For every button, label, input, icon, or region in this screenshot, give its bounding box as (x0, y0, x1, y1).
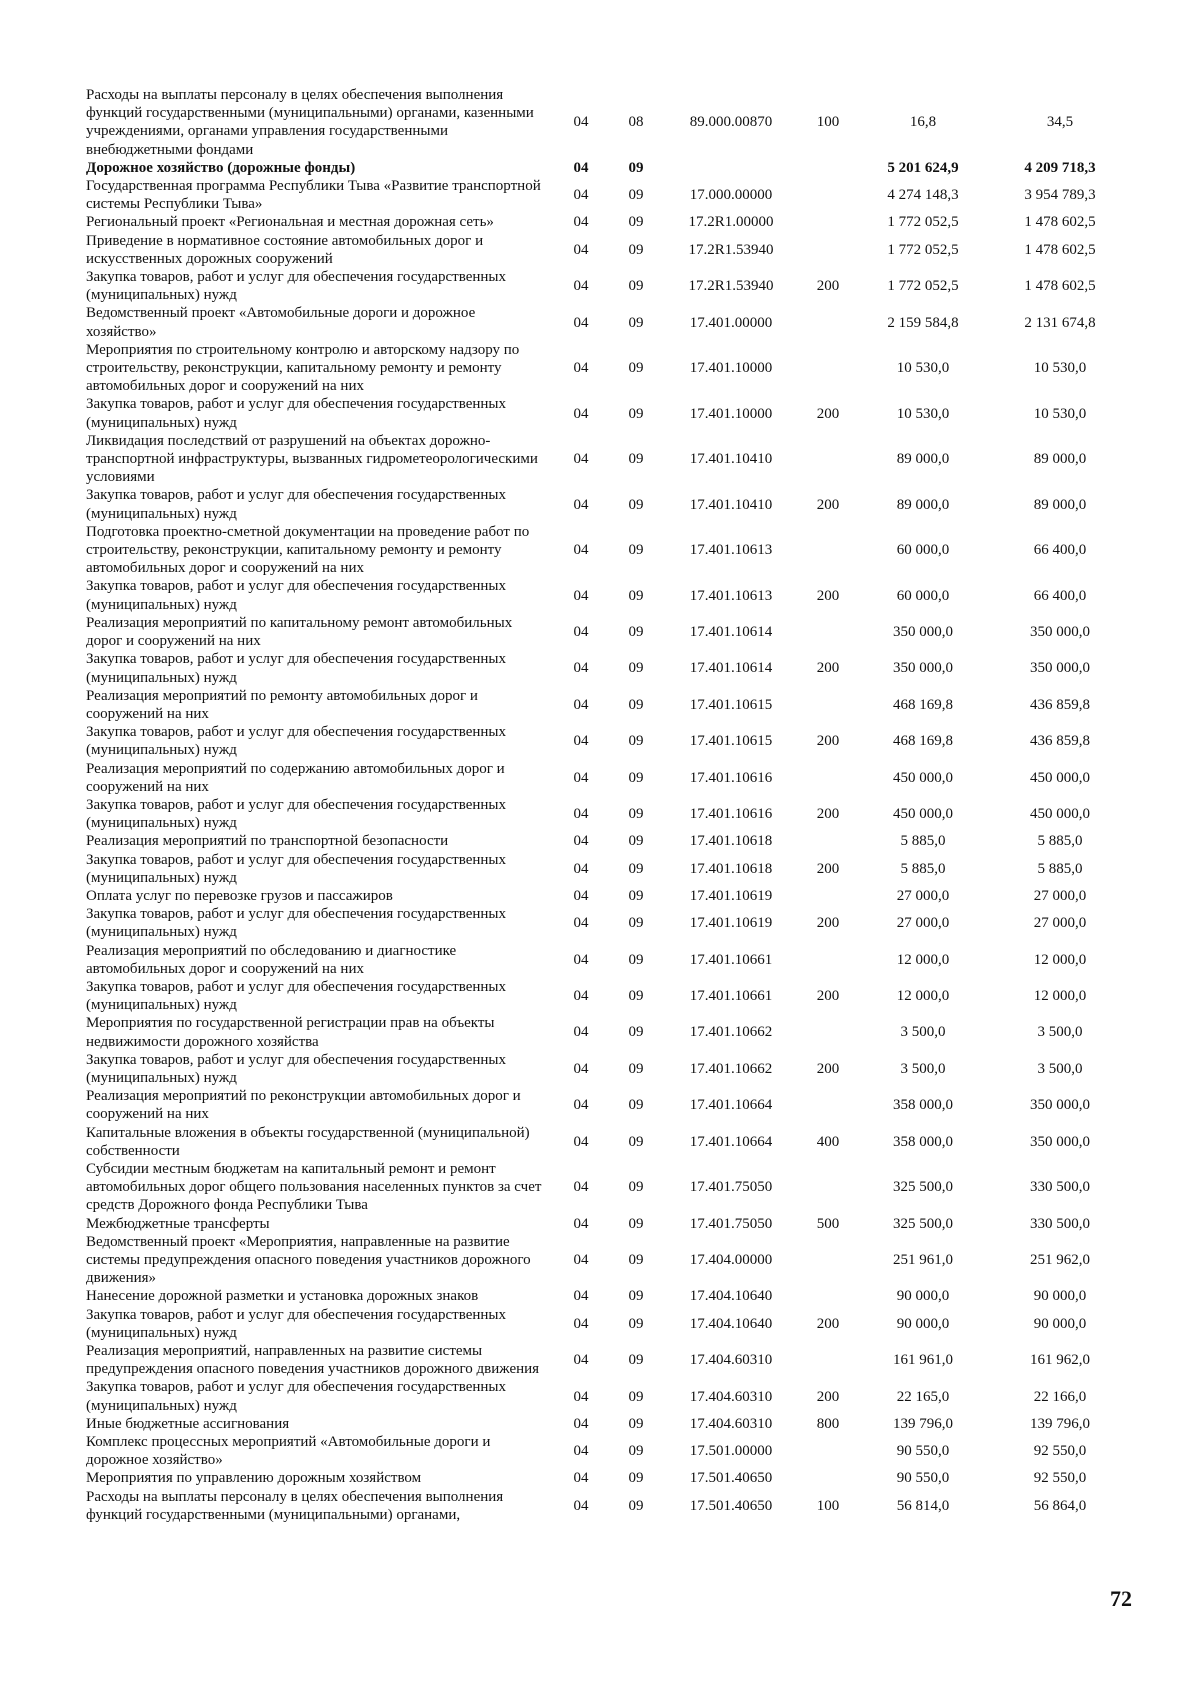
row-section-code: 04 (573, 114, 589, 131)
row-amount-year-2: 350 000,0 (1030, 1097, 1090, 1114)
row-amount-year-1: 27 000,0 (896, 915, 950, 932)
row-expense-type: 200 (816, 278, 840, 295)
row-subsection-code: 09 (628, 951, 644, 968)
row-amount-year-2: 66 400,0 (1033, 542, 1087, 559)
row-subsection-code: 09 (628, 187, 644, 204)
row-name: Закупка товаров, работ и услуг для обеспечения государственных (муниципальных) нужд (86, 651, 507, 686)
row-section-code: 04 (573, 278, 589, 295)
row-amount-year-1: 90 000,0 (896, 1288, 950, 1305)
row-amount-year-2: 10 530,0 (1033, 360, 1087, 377)
row-name: Закупка товаров, работ и услуг для обеспечения государственных (муниципальных) нужд (86, 1379, 507, 1414)
row-section-code: 04 (573, 1388, 589, 1405)
row-target-article: 17.401.10661 (689, 988, 773, 1005)
row-name: Закупка товаров, работ и услуг для обеспечения государственных (муниципальных) нужд (86, 578, 507, 613)
row-subsection-code: 09 (628, 278, 644, 295)
row-amount-year-2: 4 209 718,3 (1024, 159, 1096, 176)
row-section-code: 04 (573, 1497, 589, 1514)
row-name: Реализация мероприятий по содержанию автомобильных дорог и сооружений на них (86, 760, 505, 795)
table-row (86, 942, 1126, 978)
row-subsection-code: 09 (628, 214, 644, 231)
row-amount-year-1: 90 000,0 (896, 1315, 950, 1332)
row-section-code: 04 (573, 542, 589, 559)
row-expense-type: 200 (816, 915, 840, 932)
row-name: Ведомственный проект «Мероприятия, направленные на развитие системы предупреждения опасного поведения участников дорожного движения» (86, 1233, 531, 1287)
table-row (86, 760, 1126, 796)
row-section-code: 04 (573, 159, 589, 176)
row-amount-year-1: 325 500,0 (893, 1215, 953, 1232)
row-target-article: 17.401.00000 (689, 314, 773, 331)
row-amount-year-2: 10 530,0 (1033, 405, 1087, 422)
row-name: Расходы на выплаты персоналу в целях обеспечения выполнения функций государственными (муниципальными) органами, казенными учреждениями, органами управления государственными внебюджетными фондами (86, 87, 534, 158)
row-amount-year-2: 436 859,8 (1030, 696, 1090, 713)
row-amount-year-1: 3 500,0 (900, 1024, 946, 1041)
row-subsection-code: 09 (628, 159, 644, 176)
row-subsection-code: 09 (628, 1060, 644, 1077)
row-name: Межбюджетные трансферты (86, 1215, 270, 1232)
row-subsection-code: 09 (628, 1133, 644, 1150)
table-row (86, 1051, 1126, 1087)
row-target-article: 17.401.10615 (689, 733, 773, 750)
row-name: Закупка товаров, работ и услуг для обеспечения государственных (муниципальных) нужд (86, 978, 507, 1014)
row-name: Закупка товаров, работ и услуг для обеспечения государственных (муниципальных) нужд (86, 269, 507, 304)
row-amount-year-2: 89 000,0 (1033, 496, 1087, 513)
row-subsection-code: 09 (628, 769, 644, 786)
row-expense-type: 200 (816, 587, 840, 604)
row-amount-year-2: 350 000,0 (1030, 660, 1090, 677)
row-section-code: 04 (573, 587, 589, 604)
row-amount-year-1: 2 159 584,8 (887, 314, 959, 331)
row-amount-year-1: 468 169,8 (893, 733, 953, 750)
table-row (86, 1306, 1126, 1342)
row-amount-year-2: 330 500,0 (1030, 1215, 1090, 1232)
row-name: Ведомственный проект «Автомобильные дороги и дорожное хозяйство» (86, 305, 476, 340)
row-amount-year-2: 3 500,0 (1037, 1060, 1083, 1077)
row-section-code: 04 (573, 214, 589, 231)
row-subsection-code: 09 (628, 405, 644, 422)
row-section-code: 04 (573, 988, 589, 1005)
row-section-code: 04 (573, 1060, 589, 1077)
table-row (86, 832, 1126, 850)
row-target-article: 17.401.10616 (689, 769, 773, 786)
row-subsection-code: 08 (628, 114, 644, 131)
row-amount-year-2: 92 550,0 (1033, 1443, 1087, 1460)
row-name: Иные бюджетные ассигнования (86, 1415, 290, 1432)
page-number: 72 (1110, 1586, 1132, 1611)
row-section-code: 04 (573, 833, 589, 850)
table-row (86, 650, 1126, 686)
row-amount-year-2: 350 000,0 (1030, 623, 1090, 640)
row-target-article: 17.401.10000 (689, 360, 773, 377)
row-name: Дорожное хозяйство (дорожные фонды) (86, 159, 356, 176)
row-amount-year-1: 12 000,0 (896, 951, 950, 968)
row-amount-year-2: 450 000,0 (1030, 769, 1090, 786)
table-row (86, 1160, 1126, 1215)
table-row (86, 268, 1126, 304)
row-amount-year-1: 10 530,0 (896, 360, 950, 377)
row-amount-year-2: 436 859,8 (1030, 733, 1090, 750)
table-row (86, 1433, 1126, 1469)
row-target-article: 17.401.10613 (689, 587, 773, 604)
row-section-code: 04 (573, 887, 589, 904)
row-name: Мероприятия по государственной регистрации прав на объекты недвижимости дорожного хозяйства (86, 1015, 495, 1050)
row-expense-type: 200 (816, 405, 840, 422)
row-target-article: 17.401.10664 (689, 1133, 773, 1150)
row-subsection-code: 09 (628, 1215, 644, 1232)
row-amount-year-2: 139 796,0 (1030, 1415, 1090, 1432)
table-row (86, 1287, 1126, 1305)
row-amount-year-2: 92 550,0 (1033, 1470, 1087, 1487)
row-amount-year-1: 3 500,0 (900, 1060, 946, 1077)
row-subsection-code: 09 (628, 915, 644, 932)
row-section-code: 04 (573, 241, 589, 258)
row-amount-year-2: 34,5 (1046, 114, 1074, 131)
table-row (86, 341, 1126, 396)
row-section-code: 04 (573, 733, 589, 750)
row-target-article: 17.401.75050 (689, 1215, 773, 1232)
row-subsection-code: 09 (628, 542, 644, 559)
row-amount-year-1: 5 885,0 (900, 860, 946, 877)
row-amount-year-1: 89 000,0 (896, 496, 950, 513)
row-target-article: 17.401.75050 (689, 1179, 773, 1196)
row-subsection-code: 09 (628, 733, 644, 750)
table-row (86, 796, 1126, 832)
table-row (86, 851, 1126, 887)
row-target-article: 17.401.10410 (689, 451, 773, 468)
row-section-code: 04 (573, 1415, 589, 1432)
table-row (86, 1342, 1126, 1378)
row-amount-year-2: 3 500,0 (1037, 1024, 1083, 1041)
row-subsection-code: 09 (628, 1443, 644, 1460)
row-section-code: 04 (573, 1097, 589, 1114)
row-target-article: 17.401.10615 (689, 696, 773, 713)
row-subsection-code: 09 (628, 1415, 644, 1432)
table-row (86, 687, 1126, 723)
row-amount-year-1: 251 961,0 (893, 1252, 953, 1268)
row-amount-year-1: 4 274 148,3 (887, 187, 959, 204)
row-expense-type: 800 (816, 1415, 840, 1432)
row-expense-type: 500 (816, 1215, 840, 1232)
row-name: Оплата услуг по перевозке грузов и пассажиров (86, 887, 393, 904)
row-target-article: 17.404.10640 (689, 1288, 773, 1305)
row-amount-year-2: 22 166,0 (1033, 1388, 1087, 1405)
row-target-article: 17.404.00000 (689, 1252, 773, 1268)
row-subsection-code: 09 (628, 833, 644, 850)
row-expense-type: 100 (816, 1497, 840, 1514)
table-row (86, 86, 1126, 159)
row-amount-year-1: 5 885,0 (900, 833, 946, 850)
row-target-article: 17.2R1.53940 (688, 241, 774, 258)
row-target-article: 17.401.10664 (689, 1097, 773, 1114)
row-amount-year-2: 450 000,0 (1030, 806, 1090, 823)
row-section-code: 04 (573, 187, 589, 204)
row-target-article: 17.501.00000 (689, 1443, 773, 1460)
row-subsection-code: 09 (628, 451, 644, 468)
row-amount-year-1: 450 000,0 (893, 769, 953, 786)
row-subsection-code: 09 (628, 988, 644, 1005)
row-amount-year-1: 1 772 052,5 (887, 241, 959, 258)
row-expense-type: 200 (816, 1315, 840, 1332)
row-subsection-code: 09 (628, 860, 644, 877)
row-expense-type: 200 (816, 1060, 840, 1077)
row-section-code: 04 (573, 1470, 589, 1487)
row-section-code: 04 (573, 1252, 589, 1268)
row-subsection-code: 09 (628, 1097, 644, 1114)
row-target-article: 17.501.40650 (689, 1470, 773, 1487)
table-row (86, 232, 1126, 268)
row-section-code: 04 (573, 1133, 589, 1150)
row-subsection-code: 09 (628, 623, 644, 640)
row-name: Приведение в нормативное состояние автомобильных дорог и искусственных дорожных сооружений (86, 232, 484, 267)
row-name: Региональный проект «Региональная и местная дорожная сеть» (86, 214, 494, 231)
row-target-article: 89.000.00870 (689, 114, 773, 131)
row-amount-year-2: 12 000,0 (1033, 951, 1087, 968)
row-name: Реализация мероприятий по обследованию и диагностике автомобильных дорог и сооружений на них (86, 942, 457, 977)
row-name: Реализация мероприятий, направленных на развитие системы предупреждения опасного поведения участников дорожного движения (86, 1343, 540, 1378)
row-section-code: 04 (573, 806, 589, 823)
table-row (86, 1415, 1126, 1433)
row-subsection-code: 09 (628, 1497, 644, 1514)
row-amount-year-1: 139 796,0 (893, 1415, 953, 1432)
row-amount-year-1: 468 169,8 (893, 696, 953, 713)
row-name: Капитальные вложения в объекты государственной (муниципальной) собственности (86, 1124, 530, 1159)
row-amount-year-1: 27 000,0 (896, 887, 950, 904)
row-amount-year-2: 3 954 789,3 (1024, 187, 1096, 204)
row-section-code: 04 (573, 1352, 589, 1369)
row-expense-type: 200 (816, 806, 840, 823)
row-amount-year-1: 1 772 052,5 (887, 278, 959, 295)
row-section-code: 04 (573, 360, 589, 377)
row-subsection-code: 09 (628, 314, 644, 331)
row-amount-year-2: 5 885,0 (1037, 833, 1083, 850)
row-amount-year-1: 350 000,0 (893, 660, 953, 677)
row-name: Мероприятия по строительному контролю и авторскому надзору по строительству, реконструкции, капитальному ремонту и ремонту автомобильных дорог и сооружений на них (86, 341, 520, 395)
row-name: Закупка товаров, работ и услуг для обеспечения государственных (муниципальных) нужд (86, 1306, 507, 1341)
table-row (86, 523, 1126, 578)
table-row (86, 177, 1126, 213)
row-amount-year-1: 90 550,0 (896, 1470, 950, 1487)
row-target-article: 17.401.10613 (689, 542, 773, 559)
row-amount-year-2: 1 478 602,5 (1024, 278, 1096, 295)
row-section-code: 04 (573, 660, 589, 677)
row-target-article: 17.404.60310 (689, 1388, 773, 1405)
table-row (86, 1378, 1126, 1414)
row-subsection-code: 09 (628, 1470, 644, 1487)
row-target-article: 17.401.10662 (689, 1024, 773, 1041)
row-amount-year-2: 27 000,0 (1033, 887, 1087, 904)
table-row (86, 213, 1126, 231)
row-name: Закупка товаров, работ и услуг для обеспечения государственных (муниципальных) нужд (86, 396, 507, 431)
row-amount-year-1: 450 000,0 (893, 806, 953, 823)
row-section-code: 04 (573, 1215, 589, 1232)
row-name: Закупка товаров, работ и услуг для обеспечения государственных (муниципальных) нужд (86, 1051, 507, 1086)
row-name: Мероприятия по управлению дорожным хозяйством (86, 1470, 422, 1487)
row-target-article: 17.2R1.53940 (688, 278, 774, 295)
row-amount-year-2: 161 962,0 (1030, 1352, 1090, 1369)
row-target-article: 17.401.10661 (689, 951, 773, 968)
row-amount-year-1: 22 165,0 (896, 1388, 950, 1405)
row-section-code: 04 (573, 1443, 589, 1460)
row-amount-year-1: 350 000,0 (893, 623, 953, 640)
row-subsection-code: 09 (628, 496, 644, 513)
row-name: Реализация мероприятий по ремонту автомобильных дорог и сооружений на них (86, 687, 478, 722)
row-amount-year-2: 56 864,0 (1033, 1497, 1087, 1514)
row-amount-year-1: 60 000,0 (896, 587, 950, 604)
row-target-article: 17.401.10618 (689, 860, 773, 877)
row-subsection-code: 09 (628, 241, 644, 258)
table-row (86, 1488, 1126, 1524)
row-section-code: 04 (573, 405, 589, 422)
budget-table (86, 86, 1126, 1524)
row-section-code: 04 (573, 1024, 589, 1041)
row-section-code: 04 (573, 1288, 589, 1305)
row-amount-year-2: 27 000,0 (1033, 915, 1087, 932)
table-row (86, 432, 1126, 487)
table-row (86, 1087, 1126, 1123)
row-expense-type: 100 (816, 114, 840, 131)
row-target-article: 17.501.40650 (689, 1497, 773, 1514)
row-section-code: 04 (573, 314, 589, 331)
row-name: Субсидии местным бюджетам на капитальный ремонт и ремонт автомобильных дорог общего пользования населенных пунктов за счет средств Дорожного фонда Республики Тыва (86, 1160, 542, 1214)
row-amount-year-2: 66 400,0 (1033, 587, 1087, 604)
table-row (86, 395, 1126, 431)
table-row (86, 304, 1126, 340)
row-name: Реализация мероприятий по капитальному ремонт автомобильных дорог и сооружений на них (86, 614, 513, 650)
row-name: Нанесение дорожной разметки и установка дорожных знаков (86, 1288, 479, 1305)
row-amount-year-1: 89 000,0 (896, 451, 950, 468)
row-amount-year-2: 2 131 674,8 (1024, 314, 1096, 331)
table-row (86, 577, 1126, 613)
row-subsection-code: 09 (628, 1179, 644, 1196)
row-expense-type: 200 (816, 733, 840, 750)
row-amount-year-1: 1 772 052,5 (887, 214, 959, 231)
table-row (86, 1469, 1126, 1487)
row-amount-year-1: 16,8 (909, 114, 937, 131)
table-row (86, 1014, 1126, 1050)
row-subsection-code: 09 (628, 1252, 644, 1268)
row-name: Реализация мероприятий по реконструкции автомобильных дорог и сооружений на них (86, 1088, 521, 1123)
row-target-article: 17.000.00000 (689, 187, 773, 204)
row-subsection-code: 09 (628, 696, 644, 713)
row-subsection-code: 09 (628, 1315, 644, 1332)
row-target-article: 17.401.10614 (689, 623, 773, 640)
row-subsection-code: 09 (628, 1024, 644, 1041)
row-target-article: 17.401.10662 (689, 1060, 773, 1077)
row-subsection-code: 09 (628, 887, 644, 904)
row-amount-year-1: 358 000,0 (893, 1097, 953, 1114)
row-section-code: 04 (573, 860, 589, 877)
row-subsection-code: 09 (628, 806, 644, 823)
row-amount-year-1: 56 814,0 (896, 1497, 950, 1514)
row-section-code: 04 (573, 1315, 589, 1332)
row-amount-year-2: 90 000,0 (1033, 1315, 1087, 1332)
table-row (86, 905, 1126, 941)
row-target-article: 17.404.10640 (689, 1315, 773, 1332)
table-row (86, 159, 1126, 177)
row-target-article: 17.404.60310 (689, 1415, 773, 1432)
row-name: Закупка товаров, работ и услуг для обеспечения государственных (муниципальных) нужд (86, 796, 507, 832)
row-expense-type: 200 (816, 496, 840, 513)
row-amount-year-1: 5 201 624,9 (887, 159, 959, 176)
row-name: Подготовка проектно-сметной документации на проведение работ по строительству, реконструкции, капитальному ремонту и ремонту автомобильных дорог и сооружений на них (86, 523, 530, 577)
row-section-code: 04 (573, 769, 589, 786)
row-name: Расходы на выплаты персоналу в целях обеспечения выполнения функций государственными (муниципальными) органами, (86, 1488, 504, 1523)
row-section-code: 04 (573, 451, 589, 468)
row-expense-type: 200 (816, 860, 840, 877)
row-target-article: 17.401.10618 (689, 833, 773, 850)
row-name: Государственная программа Республики Тыва «Развитие транспортной системы Республики Тыва» (86, 178, 541, 213)
row-amount-year-1: 358 000,0 (893, 1133, 953, 1150)
row-target-article: 17.401.10410 (689, 496, 773, 513)
row-amount-year-2: 330 500,0 (1030, 1179, 1090, 1196)
row-target-article: 17.2R1.00000 (688, 214, 774, 231)
row-amount-year-2: 1 478 602,5 (1024, 214, 1096, 231)
table-row (86, 1124, 1126, 1160)
row-subsection-code: 09 (628, 360, 644, 377)
row-section-code: 04 (573, 951, 589, 968)
row-section-code: 04 (573, 915, 589, 932)
row-section-code: 04 (573, 496, 589, 513)
row-expense-type: 200 (816, 1388, 840, 1405)
row-amount-year-1: 12 000,0 (896, 988, 950, 1005)
row-expense-type: 400 (816, 1133, 840, 1150)
row-subsection-code: 09 (628, 1288, 644, 1305)
table-row (86, 1233, 1126, 1288)
row-amount-year-2: 1 478 602,5 (1024, 241, 1096, 258)
row-target-article: 17.401.10619 (689, 915, 773, 932)
row-section-code: 04 (573, 696, 589, 713)
row-subsection-code: 09 (628, 660, 644, 677)
row-amount-year-2: 12 000,0 (1033, 988, 1087, 1005)
row-amount-year-1: 161 961,0 (893, 1352, 953, 1369)
row-name: Закупка товаров, работ и услуг для обеспечения государственных (муниципальных) нужд (86, 487, 507, 522)
row-name: Ликвидация последствий от разрушений на объектах дорожно-транспортной инфраструктуры, вызванных гидрометеорологическими условиями (86, 432, 538, 486)
table-row (86, 1215, 1126, 1233)
row-subsection-code: 09 (628, 587, 644, 604)
row-name: Закупка товаров, работ и услуг для обеспечения государственных (муниципальных) нужд (86, 724, 507, 759)
row-name: Комплекс процессных мероприятий «Автомобильные дороги и дорожное хозяйство» (86, 1434, 491, 1469)
row-amount-year-1: 90 550,0 (896, 1443, 950, 1460)
row-target-article: 17.401.10614 (689, 660, 773, 677)
table-row (86, 978, 1126, 1014)
row-target-article: 17.401.10000 (689, 405, 773, 422)
row-amount-year-2: 5 885,0 (1037, 860, 1083, 877)
row-amount-year-2: 89 000,0 (1033, 451, 1087, 468)
row-amount-year-2: 90 000,0 (1033, 1288, 1087, 1305)
row-target-article: 17.404.60310 (689, 1352, 773, 1369)
table-row (86, 887, 1126, 905)
row-amount-year-2: 350 000,0 (1030, 1133, 1090, 1150)
row-name: Закупка товаров, работ и услуг для обеспечения государственных (муниципальных) нужд (86, 906, 507, 941)
row-target-article: 17.401.10616 (689, 806, 773, 823)
row-expense-type: 200 (816, 660, 840, 677)
row-amount-year-1: 10 530,0 (896, 405, 950, 422)
row-subsection-code: 09 (628, 1388, 644, 1405)
row-target-article: 17.401.10619 (689, 887, 773, 904)
row-amount-year-1: 325 500,0 (893, 1179, 953, 1196)
row-name: Закупка товаров, работ и услуг для обеспечения государственных (муниципальных) нужд (86, 851, 507, 886)
row-subsection-code: 09 (628, 1352, 644, 1369)
row-section-code: 04 (573, 1179, 589, 1196)
table-row (86, 486, 1126, 522)
row-name: Реализация мероприятий по транспортной безопасности (86, 833, 449, 850)
row-section-code: 04 (573, 623, 589, 640)
row-amount-year-1: 60 000,0 (896, 542, 950, 559)
row-expense-type: 200 (816, 988, 840, 1005)
table-row (86, 723, 1126, 759)
row-amount-year-2: 251 962,0 (1030, 1252, 1090, 1268)
table-row (86, 614, 1126, 650)
